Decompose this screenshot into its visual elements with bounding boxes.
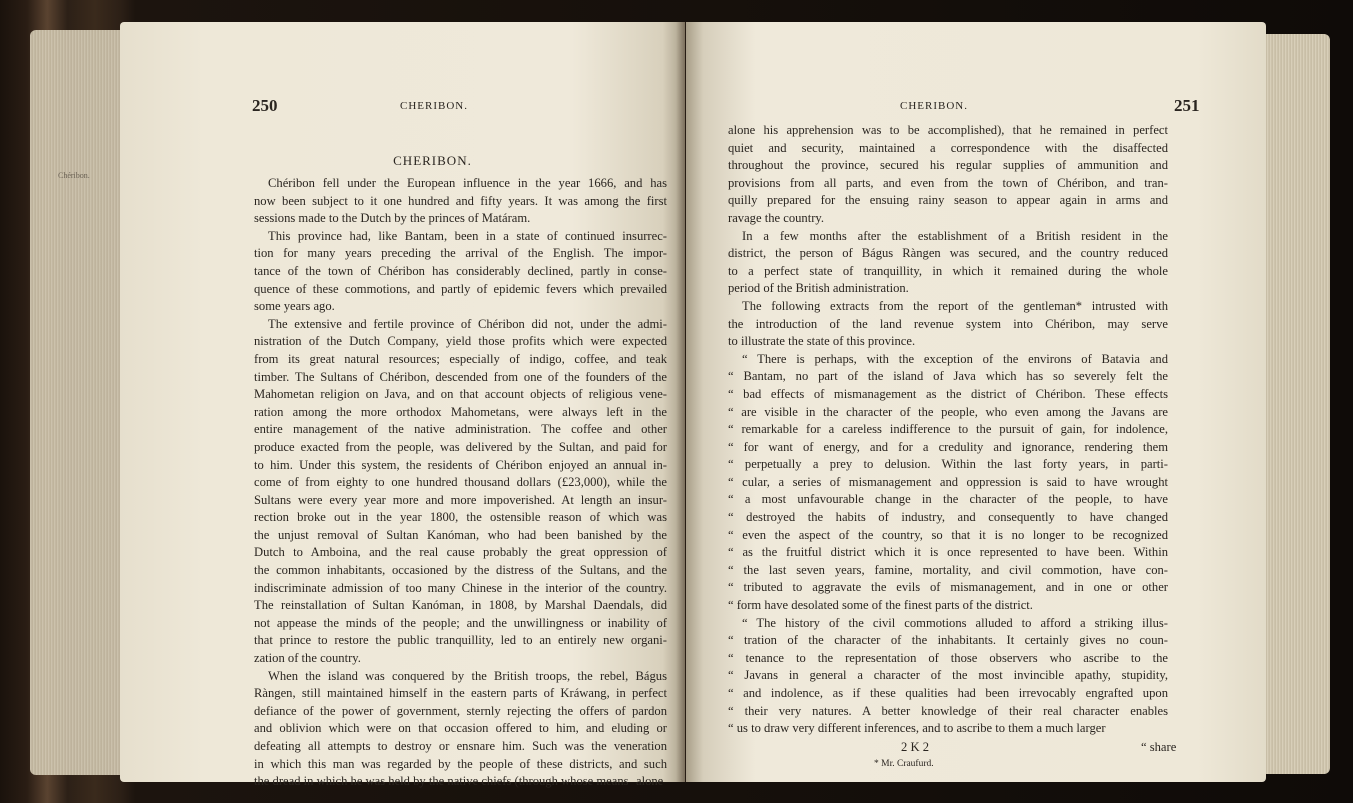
left-catchword: alone (636, 774, 664, 788)
text-line: Dutch to Amboina, and the real cause probably the great oppression of (254, 545, 667, 560)
text-line: “ a most unfavourable change in the character of the people, to have (728, 492, 1168, 507)
text-line: to a perfect state of tranquillity, in which it remained during the whole (728, 263, 1168, 278)
text-line: alone his apprehension was to be accomplished), that he remained in perfect (728, 123, 1168, 137)
text-line: “ remarkable for a careless indifference to the pursuit of gain, for indolence, (728, 422, 1168, 437)
text-line: that prince to restore the public tranquillity, led to an entirely new organi- (254, 633, 667, 648)
right-running-head: CHERIBON. (900, 100, 968, 112)
left-page-body (254, 175, 667, 791)
left-running-head: CHERIBON. (400, 100, 468, 112)
text-line: “ The history of the civil commotions alluded to afford a striking illus- (742, 615, 1168, 630)
text-line: This province had, like Bantam, been in a state of continued insurrec- (268, 228, 667, 243)
text-line: “ even the aspect of the country, so that it is no longer to be recognized (728, 527, 1168, 542)
text-line: “ and indolence, as if these qualities had been irrevocably engrafted upon (728, 686, 1168, 700)
text-line: in which this man was regarded by the people of these districts, and such (254, 756, 667, 771)
text-line: district, the person of Bágus Ràngen was secured, and the country reduced (728, 246, 1168, 261)
text-line: Mahometan religion on Java, and on that account objects of religious vene- (254, 387, 667, 402)
text-line: indiscriminate admission of too many Chinese in the interior of the country. (254, 580, 667, 595)
left-page-number: 250 (252, 96, 278, 115)
text-line: nistration of the Dutch Company, yield those profits which were expected (254, 334, 667, 349)
right-page (686, 22, 1266, 782)
right-page-body (728, 122, 1168, 738)
text-line: to him. Under this system, the residents of Chéribon enjoyed an annual in- (254, 457, 667, 472)
text-line: “ tration of the character of the inhabitants. It certainly gives no coun- (728, 633, 1168, 648)
text-line: timber. The Sultans of Chéribon, descended from one of the founders of the (254, 369, 667, 384)
text-line: The following extracts from the report of the gentleman* intrusted with (742, 298, 1168, 313)
text-line: entire management of the native administration. The coffee and other (254, 422, 667, 437)
text-line: When the island was conquered by the British troops, the rebel, Bágus (268, 668, 667, 683)
text-line: come of from eighty to one hundred thousand dollars (£23,000), while the (254, 475, 667, 490)
text-line: Ràngen, still maintained himself in the eastern parts of Kráwang, in perfect (254, 686, 667, 701)
text-line: the common inhabitants, occasioned by the distress of the Sultans, and the (254, 563, 667, 578)
text-line: provisions from all parts, and even from the town of Chéribon, and tran- (728, 175, 1168, 190)
text-line: to illustrate the state of this province. (728, 334, 916, 349)
signature-mark: 2 K 2 (901, 740, 929, 754)
text-line: quence of these commotions, and partly of epidemic fevers which prevailed (254, 281, 667, 296)
text-line: not appease the minds of the people; and the unwillingness or inability of (254, 615, 667, 630)
text-line: sessions made to the Dutch by the princes of Matáram. (254, 211, 531, 226)
text-line: the dread in which he was held by the native chiefs (through whose means (254, 774, 629, 789)
text-line: the unjust removal of Sultan Kanóman, who had been banished by the (254, 527, 667, 542)
text-line: “ cular, a series of mismanagement and oppression is said to have wrought (728, 474, 1168, 489)
text-line: “ the last seven years, famine, mortality, and civil commotion, have con- (728, 562, 1168, 577)
text-line: In a few months after the establishment of a British resident in the (742, 228, 1168, 243)
text-line: zation of the country. (254, 651, 361, 666)
text-line: “ destroyed the habits of industry, and consequently to have changed (728, 510, 1168, 525)
text-line: rection broke out in the year 1800, the ostensible reason of which was (254, 510, 667, 525)
left-page (58, 22, 685, 789)
text-line: “ are visible in the character of the people, who even among the Javans are (728, 404, 1168, 419)
text-line: quilly prepared for the ensuing rainy season to appear again in arms and (728, 193, 1168, 208)
text-line: the introduction of the land revenue system into Chéribon, may serve (728, 316, 1168, 331)
text-line: Sultans were every year more and more impoverished. At length an insur- (254, 492, 667, 507)
text-line: now been subject to it one hundred and fifty years. It was among the first (254, 193, 667, 208)
footnote: * Mr. Craufurd. (874, 759, 934, 769)
text-line: and oblivion which were on that occasion offered to him, and eluding or (254, 721, 667, 736)
marginal-note: Chéribon. (58, 171, 90, 180)
text-line: The extensive and fertile province of Chéribon did not, under the admi- (268, 316, 667, 331)
text-line: “ tributed to aggravate the evils of mismanagement, and in one or other (728, 580, 1168, 595)
text-line: ration among the more orthodox Mahometans, were always left in the (254, 404, 667, 419)
text-line: “ their very natures. A better knowledge of their real character enables (728, 703, 1168, 718)
text-line: Chéribon fell under the European influence in the year 1666, and has (268, 176, 667, 190)
text-line: ravage the country. (728, 210, 825, 225)
text-line: “ There is perhaps, with the exception of the environs of Batavia and (742, 351, 1168, 366)
text-line: “ as the fruitful district which it is once represented to have been. Within (728, 545, 1168, 560)
text-line: “ Bantam, no part of the island of Java which has so severely felt the (728, 369, 1168, 384)
text-line: throughout the province, secured his regular supplies of ammunition and (728, 158, 1168, 173)
text-line: “ us to draw very different inferences, and to ascribe to them a much larger (728, 721, 1106, 736)
text-line: “ for want of energy, and for a credulity and ignorance, rendering them (728, 439, 1168, 454)
right-catchword: “ share (1141, 740, 1177, 754)
text-line: “ tenance to the representation of those observers who ascribe to the (728, 650, 1168, 665)
section-title: CHERIBON. (393, 153, 472, 168)
right-page-number: 251 (1174, 96, 1200, 115)
text-line: “ perpetually a prey to delusion. Within the last forty years, in parti- (728, 457, 1168, 472)
text-line: “ form have desolated some of the finest parts of the district. (728, 598, 1033, 613)
text-line: quiet and security, maintained a correspondence with the disaffected (728, 140, 1168, 155)
text-line: tion for many years preceding the arrival of the English. The impor- (254, 246, 667, 261)
text-line: “ bad effects of mismanagement as the district of Chéribon. These effects (728, 386, 1168, 401)
text-line: period of the British administration. (728, 281, 909, 296)
right-page-edges (1258, 34, 1330, 774)
text-line: defiance of the power of government, sternly rejecting the offers of pardon (254, 703, 667, 718)
text-line: tance of the town of Chéribon has considerably declined, partly in conse- (254, 263, 667, 278)
text-line: The reinstallation of Sultan Kanóman, in 1808, by Marshal Daendals, did (254, 598, 667, 613)
text-line: from its great natural resources; especially of indigo, coffee, and teak (254, 351, 667, 366)
text-line: “ Javans in general a character of the most invincible apathy, stupidity, (728, 668, 1168, 683)
text-line: defeating all attempts to destroy or ensnare him. Such was the veneration (254, 739, 667, 753)
text-line: some years ago. (254, 299, 335, 314)
text-line: produce exacted from the people, was delivered by the Sultan, and paid for (254, 439, 667, 454)
